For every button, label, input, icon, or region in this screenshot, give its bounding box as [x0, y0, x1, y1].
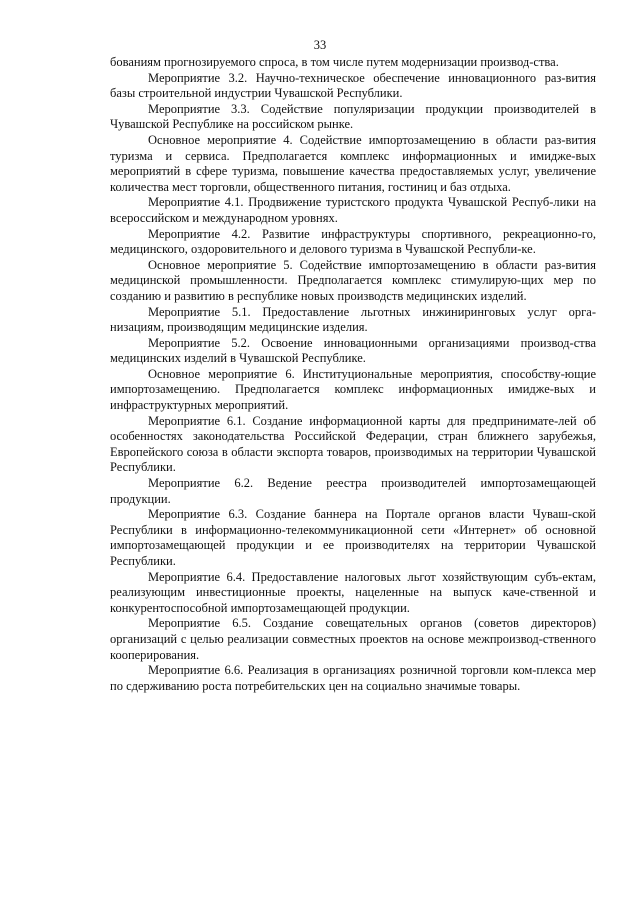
document-body [110, 55, 596, 694]
paragraph-continuation: бованиям прогнозируемого спроса, в том числе путем модернизации производ-ства. [110, 55, 559, 69]
paragraph-measure-3-2: Мероприятие 3.2. Научно-техническое обеспечение инновационного раз-вития базы строительной индустрии Чувашской Республики. [110, 70, 596, 101]
paragraph-measure-6-3: Мероприятие 6.3. Создание баннера на Портале органов власти Чуваш-ской Республики в информационно-телекоммуникационной сети «Интернет» об основной импортозамещающей продукции и ее производителях на территории Чувашской Республики. [110, 507, 596, 568]
paragraph-measure-5-2: Мероприятие 5.2. Освоение инновационными организациями производ-ства медицинских изделий в Чувашской Республике. [110, 335, 596, 366]
paragraph-main-measure-5: Основное мероприятие 5. Содействие импортозамещению в области раз-вития медицинской промышленности. Предполагается комплекс стимулирую-щих мер по созданию и развитию в республике новых производств медицинских изделий. [110, 257, 596, 303]
paragraph-measure-6-6: Мероприятие 6.6. Реализация в организациях розничной торговли ком-плекса мер по сдерживанию роста потребительских цен на социально значимые товары. [110, 663, 596, 693]
paragraph-measure-5-1: Мероприятие 5.1. Предоставление льготных инжиниринговых услуг орга-низациям, производящим медицинские изделия. [110, 304, 596, 335]
page-number: 33 [313, 38, 327, 52]
paragraph-measure-6-4: Мероприятие 6.4. Предоставление налоговых льгот хозяйствующим субъ-ектам, реализующим инвестиционные проекты, нацеленные на выпуск каче-ственной и конкурентоспособной импортозамещающей продукции. [110, 569, 596, 615]
paragraph-measure-3-3: Мероприятие 3.3. Содействие популяризации продукции производителей в Чувашской Республике на российском рынке. [110, 101, 596, 132]
paragraph-measure-6-2: Мероприятие 6.2. Ведение реестра производителей импортозамещающей продукции. [110, 476, 596, 506]
paragraph-measure-6-5: Мероприятие 6.5. Создание совещательных органов (советов директоров) организаций с целью реализации совместных проектов на основе межпроизвод-ственного кооперирования. [110, 616, 596, 662]
paragraph-main-measure-6: Основное мероприятие 6. Институциональные мероприятия, способству-ющие импортозамещению. Предполагается комплекс информационных имидже-вых и инфраструктурных мероприятий. [110, 366, 596, 413]
paragraph-measure-6-1: Мероприятие 6.1. Создание информационной карты для предпринимате-лей об особенностях законодательства Российской Федерации, стран ближнего зарубежья, Европейского союза в области экспорта товаров, производимых на территории Чувашской Республики. [110, 413, 596, 475]
paragraph-measure-4-1: Мероприятие 4.1. Продвижение туристского продукта Чувашской Респуб-лики на всероссийском и международном уровнях. [110, 195, 596, 225]
paragraph-measure-4-2: Мероприятие 4.2. Развитие инфраструктуры спортивного, рекреационно-го, медицинского, оздоровительного и делового туризма в Чувашской Республи-ке. [110, 226, 596, 257]
paragraph-main-measure-4: Основное мероприятие 4. Содействие импортозамещению в области раз-вития туризма и сервиса. Предполагается комплекс информационных и имидже-вых мероприятий в сфере туризма, повышение качества предоставляемых услуг, увеличение количества мест торговли, общественного питания, гостиниц и баз отдыха. [110, 132, 596, 194]
